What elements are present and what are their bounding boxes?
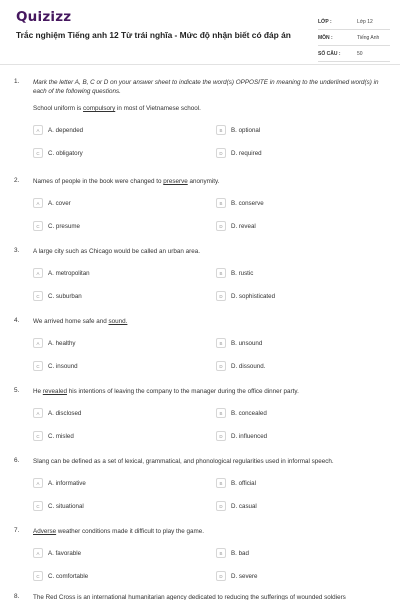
question-text-post: in most of Vietnamese school. (115, 104, 201, 112)
option-letter-box: D (216, 221, 226, 231)
option-text: B. concealed (231, 409, 267, 417)
option-d[interactable] (216, 570, 257, 582)
question-8 (0, 593, 400, 600)
option-text: D. casual (231, 502, 257, 510)
question-text-pre: He (33, 388, 43, 395)
document-title: Trắc nghiệm Tiếng anh 12 Từ trái nghĩa - Mức độ nhận biết có đáp án (16, 30, 291, 40)
option-letter-box: D (216, 571, 226, 581)
option-text: C. suburban (48, 292, 82, 300)
question-6 (0, 457, 400, 527)
option-letter-box: B (216, 408, 226, 418)
question-text-post: weather conditions made it difficult to play the game. (56, 528, 205, 535)
question-text: The Red Cross is an international humanitarian agency dedicated to reducing the sufferings of wounded soldiers (33, 594, 346, 600)
option-text: B. optional (231, 126, 261, 134)
option-letter-box: D (216, 501, 226, 511)
option-letter-box: A (33, 268, 43, 278)
question-2 (0, 177, 400, 247)
option-letter-box: C (33, 431, 43, 441)
option-letter-box: B (216, 478, 226, 488)
option-a[interactable] (33, 477, 86, 489)
option-text: A. depended (48, 126, 84, 134)
option-text: A. favorable (48, 549, 82, 557)
option-letter-box: C (33, 221, 43, 231)
option-text: C. comfortable (48, 572, 89, 580)
option-text: B. rustic (231, 269, 254, 277)
meta-value: 50 (357, 50, 363, 57)
option-text: D. dissound. (231, 362, 266, 370)
question-text-pre: Slang can be defined as a set of lexical, grammatical, and phonological regularities used in informal speech. (33, 458, 334, 465)
option-a[interactable] (33, 124, 83, 136)
option-letter-box: D (216, 361, 226, 371)
option-letter-box: D (216, 431, 226, 441)
question-number: 4. (14, 317, 20, 324)
meta-key: MÔN : (318, 34, 333, 41)
option-letter-box: B (216, 548, 226, 558)
option-text: B. bad (231, 549, 249, 557)
option-letter-box: C (33, 148, 43, 158)
option-c[interactable] (33, 147, 83, 159)
option-c[interactable] (33, 220, 80, 232)
underlined-word: preserve (163, 178, 188, 185)
question-number: 7. (14, 527, 20, 534)
option-text: A. metropolitan (48, 269, 90, 277)
option-text: D. reveal (231, 222, 256, 230)
option-c[interactable] (33, 360, 78, 372)
meta-row-count (318, 46, 390, 62)
option-letter-box: C (33, 361, 43, 371)
question-text (33, 457, 386, 466)
option-letter-box: A (33, 125, 43, 135)
option-c[interactable] (33, 570, 88, 582)
option-letter-box: A (33, 478, 43, 488)
option-d[interactable] (216, 290, 275, 302)
option-c[interactable] (33, 430, 74, 442)
option-letter-box: B (216, 338, 226, 348)
option-text: B. conserve (231, 199, 264, 207)
question-number: 3. (14, 247, 20, 254)
meta-value: Tiếng Anh (357, 34, 380, 41)
option-letter-box: A (33, 408, 43, 418)
meta-value: Lớp 12 (357, 18, 373, 25)
option-c[interactable] (33, 500, 84, 512)
underlined-word: revealed (42, 388, 67, 395)
question-7 (0, 527, 400, 597)
option-text: D. sophisticated (231, 292, 276, 300)
question-text-pre: Names of people in the book were changed to (33, 178, 164, 185)
meta-key: SỐ CÂU : (318, 50, 341, 57)
option-d[interactable] (216, 147, 262, 159)
option-letter-box: B (216, 198, 226, 208)
option-letter-box: A (33, 548, 43, 558)
meta-row-class (318, 14, 390, 30)
question-3 (0, 247, 400, 317)
meta-row-subject (318, 30, 390, 46)
option-text: C. presume (48, 222, 80, 230)
meta-table (318, 14, 390, 62)
option-letter-box: B (216, 268, 226, 278)
option-b[interactable] (216, 124, 260, 136)
option-b[interactable] (216, 197, 264, 209)
option-text: A. informative (48, 479, 86, 487)
option-letter-box: A (33, 198, 43, 208)
question-number: 8. (14, 593, 20, 600)
option-a[interactable] (33, 547, 81, 559)
option-text: C. situational (48, 502, 84, 510)
question-text (33, 177, 386, 186)
question-text (33, 527, 386, 536)
question-5 (0, 387, 400, 457)
question-number: 2. (14, 177, 20, 184)
question-list (0, 78, 400, 597)
option-a[interactable] (33, 407, 81, 419)
quizizz-logo: Quizizz (16, 9, 72, 25)
option-text: A. healthy (48, 339, 76, 347)
option-a[interactable] (33, 337, 76, 349)
option-letter-box: C (33, 291, 43, 301)
question-text (33, 104, 386, 113)
question-text-pre: A large city such as Chicago would be called an urban area. (33, 248, 200, 255)
question-text-pre: We arrived home safe and (33, 318, 109, 325)
option-text: C. misled (48, 432, 74, 440)
option-a[interactable] (33, 197, 71, 209)
option-letter-box: C (33, 571, 43, 581)
question-text (33, 387, 386, 396)
meta-key: LỚP : (318, 18, 332, 25)
question-text (33, 317, 386, 326)
option-b[interactable] (216, 407, 267, 419)
option-d[interactable] (216, 500, 257, 512)
question-text (33, 247, 386, 256)
question-text-post: his intentions of leaving the company to the manager during the office dinner party. (66, 388, 299, 395)
option-text: D. severe (231, 572, 258, 580)
option-b[interactable] (216, 547, 249, 559)
option-letter-box: B (216, 125, 226, 135)
option-a[interactable] (33, 267, 90, 279)
option-letter-box: D (216, 148, 226, 158)
question-4 (0, 317, 400, 387)
underlined-word: Adverse (33, 528, 57, 535)
option-text: C. insound (48, 362, 78, 370)
option-d[interactable] (216, 430, 267, 442)
underlined-word: sound. (108, 318, 128, 325)
question-instruction: Mark the letter A, B, C or D on your answer sheet to indicate the word(s) OPPOSITE in meaning to the underlined word(s) in each of the following questions. (33, 79, 379, 96)
option-c[interactable] (33, 290, 82, 302)
header-divider (0, 64, 400, 65)
question-1 (0, 78, 400, 177)
question-text-post: anonymity. (187, 178, 220, 185)
option-b[interactable] (216, 337, 262, 349)
question-number: 5. (14, 387, 20, 394)
option-d[interactable] (216, 220, 256, 232)
option-b[interactable] (216, 477, 256, 489)
option-text: A. cover (48, 199, 71, 207)
option-letter-box: A (33, 338, 43, 348)
option-text: D. influenced (231, 432, 268, 440)
option-text: B. unsound (231, 339, 263, 347)
option-text: C. obligatory (48, 149, 83, 157)
option-text: B. official (231, 479, 256, 487)
question-text-pre: School uniform is (33, 104, 84, 112)
option-letter-box: D (216, 291, 226, 301)
option-d[interactable] (216, 360, 265, 372)
option-b[interactable] (216, 267, 253, 279)
option-letter-box: C (33, 501, 43, 511)
question-number: 6. (14, 457, 20, 464)
question-number: 1. (14, 78, 20, 85)
option-text: D. required (231, 149, 262, 157)
option-text: A. disclosed (48, 409, 82, 417)
underlined-word: compulsory (83, 104, 116, 112)
